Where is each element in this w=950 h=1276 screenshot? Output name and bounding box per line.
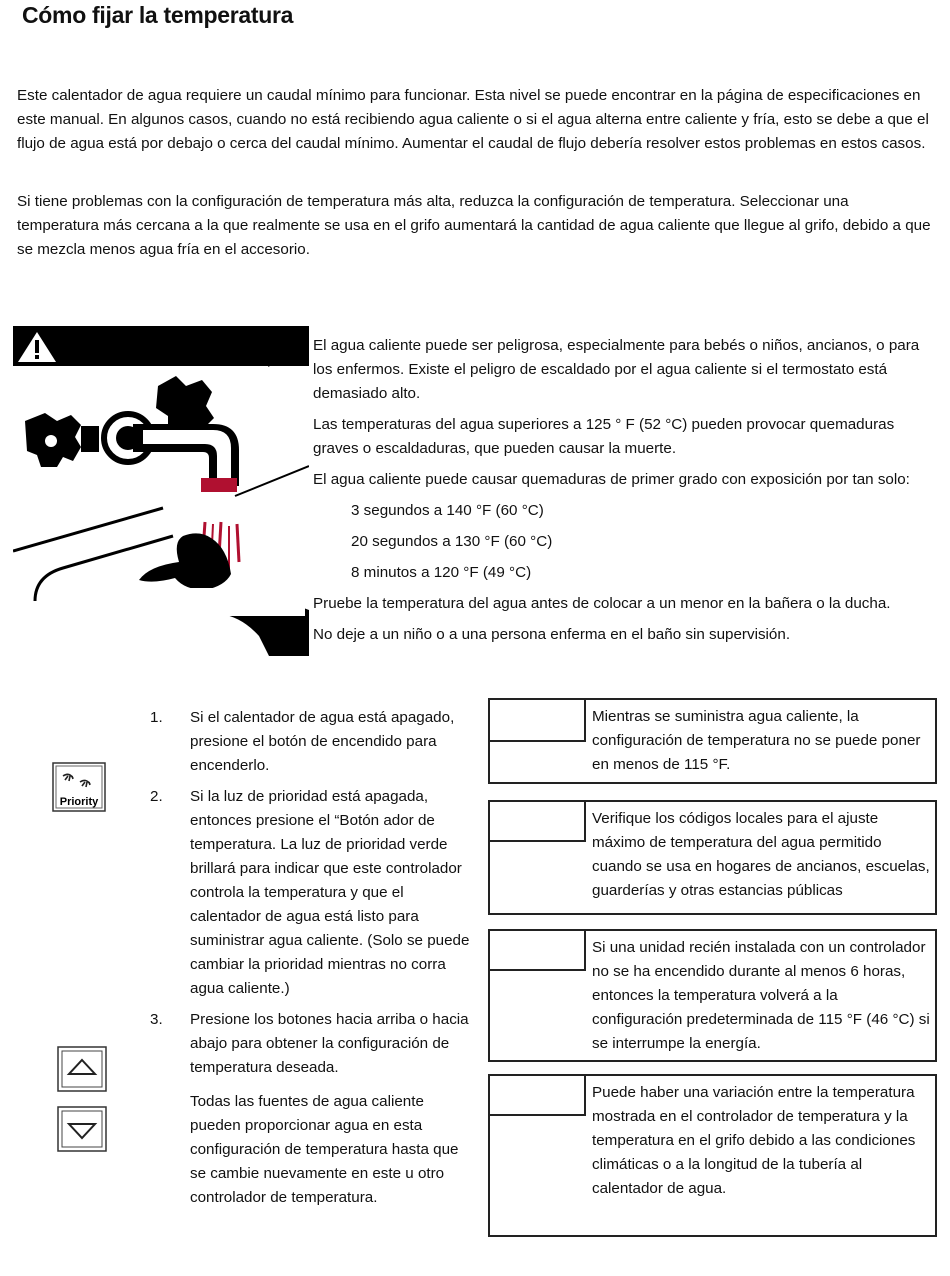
step-item (150, 1008, 475, 1080)
intro-paragraph-1: Este calentador de agua requiere un caudal mínimo para funcionar. Esta nivel se puede encontrar en la página de especificaciones en este manual. En algunos casos, cuando no está recibiendo agua caliente o si el agua alterna entre caliente y fría, esto se debe a que el flujo de agua está por debajo o cerca del caudal mínimo. Aumentar el caudal de flujo debería resolver estos problemas en estos casos. (17, 87, 929, 152)
warning-text (313, 334, 938, 654)
warning-line-5: No deje a un niño o a una persona enferma en el baño sin supervisión. (313, 626, 791, 643)
note-text: Mientras se suministra agua caliente, la configuración de temperatura no se puede poner en menos de 115 °F. (592, 708, 921, 773)
warning-line-4: Pruebe la temperatura del agua antes de colocar a un menor en la bañera o la ducha. (313, 595, 891, 612)
note-text: Verifique los códigos locales para el ajuste máximo de temperatura del agua permitido cuando se usa en hogares de ancianos, escuelas, guarderías y otras estancias públicas (592, 810, 930, 899)
step-number: 2. (150, 788, 163, 805)
down-arrow-button-illustration (57, 1106, 107, 1152)
note-tab (490, 931, 586, 971)
step-number: 1. (150, 709, 163, 726)
step-item (150, 785, 475, 1001)
note-tab (490, 802, 586, 842)
note-text: Puede haber una variación entre la temperatura mostrada en el controlador de temperatura y la temperatura en el grifo debido a las condiciones climáticas o a la longitud de la tubería al calentador de agua. (592, 1084, 916, 1197)
warning-line-2: Las temperaturas del agua superiores a 125 ° F (52 °C) pueden provocar quemaduras graves o escaldaduras, que pueden causar la muerte. (313, 416, 895, 457)
note-tab (490, 1076, 586, 1116)
note-box (488, 800, 937, 915)
note-tab (490, 700, 586, 742)
note-box (488, 929, 937, 1062)
exposure-item: 8 minutos a 120 °F (49 °C) (351, 564, 532, 581)
note-box (488, 698, 937, 784)
note-text: Si una unidad recién instalada con un controlador no se ha encendido durante al menos 6 horas, entonces la temperatura volverá a la configuración predeterminada de 115 °F (46 °C) si se interrumpe la energía. (592, 939, 930, 1052)
priority-button-illustration (52, 762, 106, 812)
step-text: Si el calentador de agua está apagado, presione el botón de encendido para encenderlo. (190, 709, 455, 774)
exposure-item: 3 segundos a 140 °F (60 °C) (351, 502, 544, 519)
note-box (488, 1074, 937, 1237)
warning-line-3: El agua caliente puede causar quemaduras de primer grado con exposición por tan solo: (313, 471, 910, 488)
page-title: Cómo fijar la temperatura (22, 2, 294, 28)
intro-paragraph-2: Si tiene problemas con la configuración de temperatura más alta, reduzca la configuración de temperatura. Seleccionar una temperatura más cercana a la que realmente se usa en el grifo aumentará la cantidad de agua caliente que llegue al grifo, debido a que se mezcla menos agua fría en el accesorio. (17, 193, 931, 258)
warning-line-1: El agua caliente puede ser peligrosa, especialmente para bebés o niños, ancianos, o para los enfermos. Existe el peligro de escaldado por el agua caliente si el termostato está demasiado alto. (313, 337, 920, 402)
step-item (150, 706, 475, 778)
priority-label: Priority (59, 796, 99, 808)
step-text: Presione los botones hacia arriba o hacia abajo para obtener la configuración de temperatura deseada. (190, 1011, 469, 1076)
exposure-item: 20 segundos a 130 °F (60 °C) (351, 533, 553, 550)
steps-note: Todas las fuentes de agua caliente pueden proporcionar agua en esta configuración de temperatura hasta que se cambie nuevamente en este u otro controlador de temperatura. (190, 1093, 459, 1206)
up-arrow-button-illustration (57, 1046, 107, 1092)
scald-warning-illustration (13, 326, 309, 656)
step-text: Si la luz de prioridad está apagada, entonces presione el “Botón ador de temperatura. La luz de prioridad verde brillará para indicar que este controlador controla la temperatura y que el calentador de agua está listo para suministrar agua caliente. (Solo se puede cambiar la prioridad mientras no corra agua caliente.) (190, 788, 470, 997)
step-number: 3. (150, 1011, 163, 1028)
steps-list (150, 706, 475, 1210)
